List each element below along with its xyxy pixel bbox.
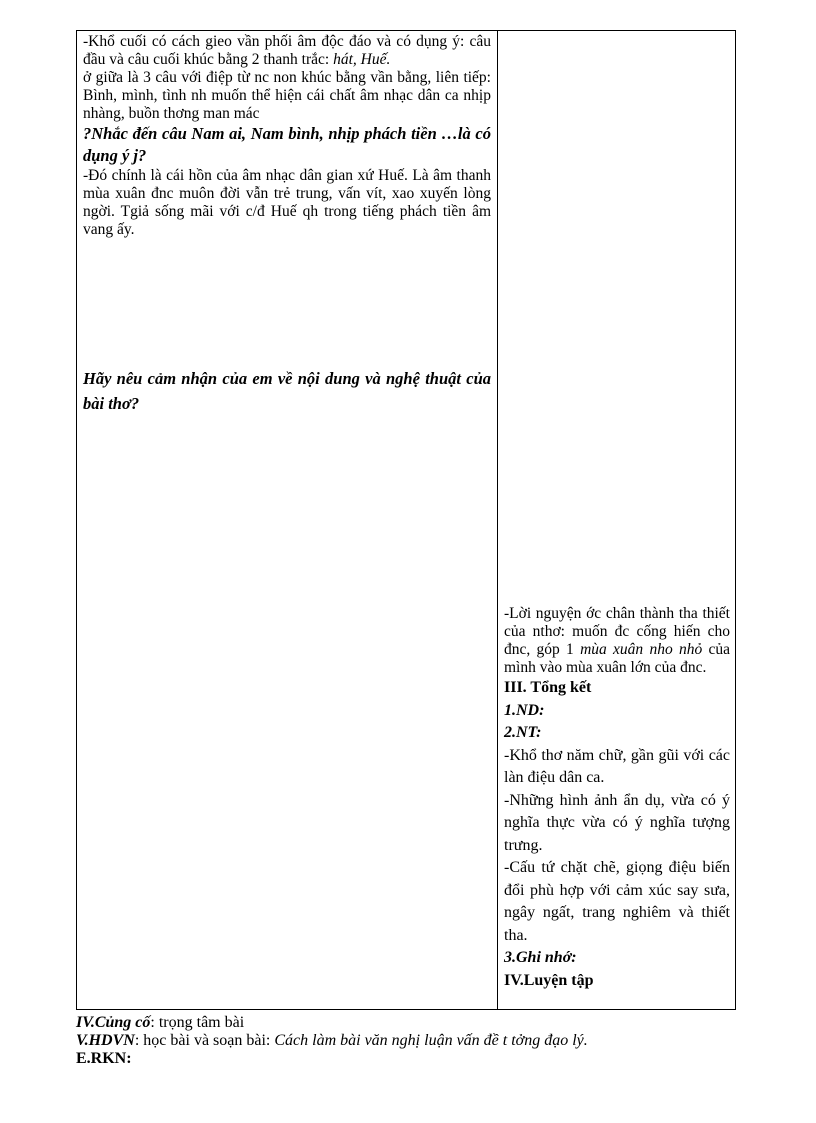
question-summary: Hãy nêu cảm nhận của em về nội dung và nghệ thuật của bài thơ? bbox=[83, 369, 491, 413]
paragraph-wish: -Lời nguyện ớc chân thành tha thiết của nthơ: muốn đc cống hiến cho đnc, góp 1 mùa xuân nho nhỏ của mình vào mùa xuân lớn của đnc. bbox=[504, 605, 730, 676]
paragraph-middle-lines: ở giữa là 3 câu với điệp từ nc non khúc bằng vần bằng, liên tiếp: Bình, mình, tình nh muốn thể hiện cái chất âm nhạc dân ca nhịp nhàng, buồn thơng man mác bbox=[83, 69, 491, 122]
label-content: 1.ND: bbox=[504, 701, 545, 719]
art-point-3: -Cấu tứ chặt chẽ, giọng điệu biến đổi phù hợp với cảm xúc say sưa, ngây ngất, trang nghiêm và thiết tha. bbox=[504, 859, 730, 944]
homework-line: V.HDVN: học bài và soạn bài: Cách làm bài văn nghị luận vấn đề t tởng đạo lý. bbox=[76, 1032, 588, 1049]
question-nam-ai: ?Nhắc đến câu Nam ai, Nam bình, nhịp phách tiền …là có dụng ý j? bbox=[83, 124, 491, 165]
heading-summary: III. Tổng kết bbox=[504, 679, 592, 696]
left-column bbox=[83, 33, 491, 416]
lesson-table bbox=[76, 30, 736, 1010]
small-spring-phrase: mùa xuân nho nhỏ bbox=[580, 641, 703, 658]
column-divider bbox=[497, 31, 498, 1009]
right-column bbox=[504, 605, 730, 992]
paragraph-rhyme: -Khổ cuối có cách gieo vần phối âm độc đáo và có dụng ý: câu đầu và câu cuối khúc bằng 2 thanh trắc: hát, Huế. bbox=[83, 33, 491, 68]
label-art: 2.NT: bbox=[504, 724, 542, 741]
heading-practice: IV.Luyện tập bbox=[504, 971, 594, 989]
consolidation-line: IV.Củng cố: trọng tâm bài bbox=[76, 1014, 245, 1031]
rkn-line: E.RKN: bbox=[76, 1050, 132, 1067]
art-point-1: -Khổ thơ năm chữ, gần gũi với các làn điệu dân ca. bbox=[504, 746, 730, 786]
rhyme-words: hát, Huế. bbox=[333, 51, 391, 68]
footer-notes bbox=[76, 1014, 776, 1068]
paragraph-hue-soul: -Đó chính là cái hồn của âm nhạc dân gian xứ Huế. Là âm thanh mùa xuân đnc muôn đời vẫn trẻ trung, vấn vít, xao xuyến lòng ngời. Tgiả sống mãi với c/đ Huế qh trong tiếng phách tiền âm vang ấy. bbox=[83, 167, 491, 238]
art-point-2: -Những hình ảnh ẩn dụ, vừa có ý nghĩa thực vừa có ý nghĩa tượng trưng. bbox=[504, 791, 730, 854]
label-remember: 3.Ghi nhớ: bbox=[504, 949, 577, 966]
